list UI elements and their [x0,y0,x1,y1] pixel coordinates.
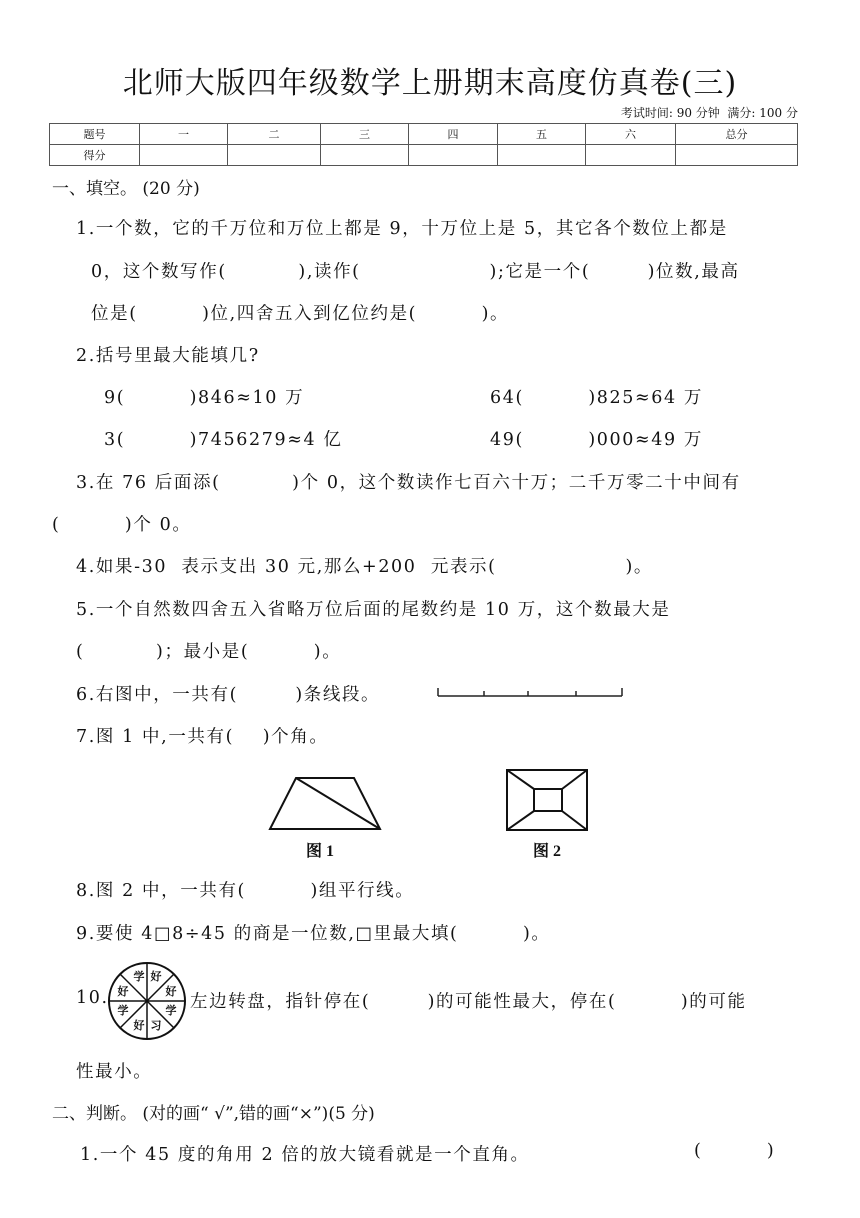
page-title: 北师大版四年级数学上册期末高度仿真卷(三) [122,66,738,101]
question-6: 6.右图中，一共有( )条线段。 [76,685,381,705]
spinner-label: 习 [150,1019,162,1032]
score-cell: 题号 [50,124,140,145]
figure-2-caption: 图 2 [533,843,562,860]
spinner-label: 学 [133,970,145,983]
spinner-label: 好 [117,985,129,998]
question-7: 7.图 1 中,一共有( )个角。 [76,727,329,747]
question-9: 9.要使 4□8÷45 的商是一位数,□里最大填( )。 [76,924,551,944]
score-cell: 一 [140,124,228,145]
score-table [49,123,798,166]
score-value-row [50,145,798,166]
question-4: 4.如果-30 表示支出 30 元,那么+200 元表示( )。 [76,557,654,577]
question-1-line-2: 0，这个数写作( ),读作( );它是一个( )位数,最高 [91,262,740,282]
question-8: 8.图 2 中，一共有( )组平行线。 [76,881,415,901]
question-3-line-1: 3.在 76 后面添( )个 0，这个数读作七百六十万；二千万零二十中间有 [76,473,741,493]
score-input-cell[interactable] [586,145,676,166]
question-10-number: 10. [76,988,109,1008]
spinner-label: 好 [133,1019,145,1032]
question-5-line-2: ( )；最小是( )。 [76,642,342,662]
line-segment-figure [436,684,626,700]
score-cell: 五 [498,124,586,145]
exam-meta: 考试时间: 90 分钟 满分: 100 分 [620,106,798,120]
question-2: 2.括号里最大能填几? [76,346,260,366]
spinner-label: 学 [117,1004,129,1017]
score-input-cell[interactable] [140,145,228,166]
question-10-line-1: 左边转盘，指针停在( )的可能性最大，停在( )的可能 [190,992,747,1012]
score-cell: 六 [586,124,676,145]
spinner-label: 好 [165,985,177,998]
spinner-label: 学 [165,1004,177,1017]
question-1-line-1: 1.一个数，它的千万位和万位上都是 9，十万位上是 5，其它各个数位上都是 [76,219,728,239]
question-2-item-d: 49( )000≈49 万 [490,430,703,450]
score-input-cell[interactable] [409,145,498,166]
question-5-line-1: 5.一个自然数四舍五入省略万位后面的尾数约是 10 万，这个数最大是 [76,600,671,620]
score-input-cell[interactable] [676,145,798,166]
score-cell: 三 [321,124,409,145]
score-input-cell[interactable] [228,145,321,166]
question-2-item-c: 3( )7456279≈4 亿 [104,430,343,450]
score-header-row [50,124,798,145]
question-3-line-2: ( )个 0。 [52,515,192,535]
figure-1-caption: 图 1 [306,843,335,860]
section-1-heading: 一、填空。 (20 分) [52,179,200,199]
spinner-icon [106,960,188,1042]
judgement-1-answer[interactable]: ( ) [694,1141,776,1161]
score-cell: 得分 [50,145,140,166]
score-input-cell[interactable] [321,145,409,166]
section-2-heading: 二、判断。 (对的画“ √”,错的画“×”)(5 分) [52,1104,375,1124]
spinner-label: 好 [150,970,162,983]
figure-1-trapezoid [266,774,384,834]
question-2-item-b: 64( )825≈64 万 [490,388,703,408]
score-input-cell[interactable] [498,145,586,166]
judgement-1: 1.一个 45 度的角用 2 倍的放大镜看就是一个直角。 [80,1145,530,1165]
question-10-line-2: 性最小。 [76,1062,153,1082]
score-cell: 四 [409,124,498,145]
question-1-line-3: 位是( )位,四舍五入到亿位约是( )。 [91,304,510,324]
score-cell: 总分 [676,124,798,145]
figure-2-rectangles [504,767,590,833]
score-cell: 二 [228,124,321,145]
question-2-item-a: 9( )846≈10 万 [104,388,305,408]
